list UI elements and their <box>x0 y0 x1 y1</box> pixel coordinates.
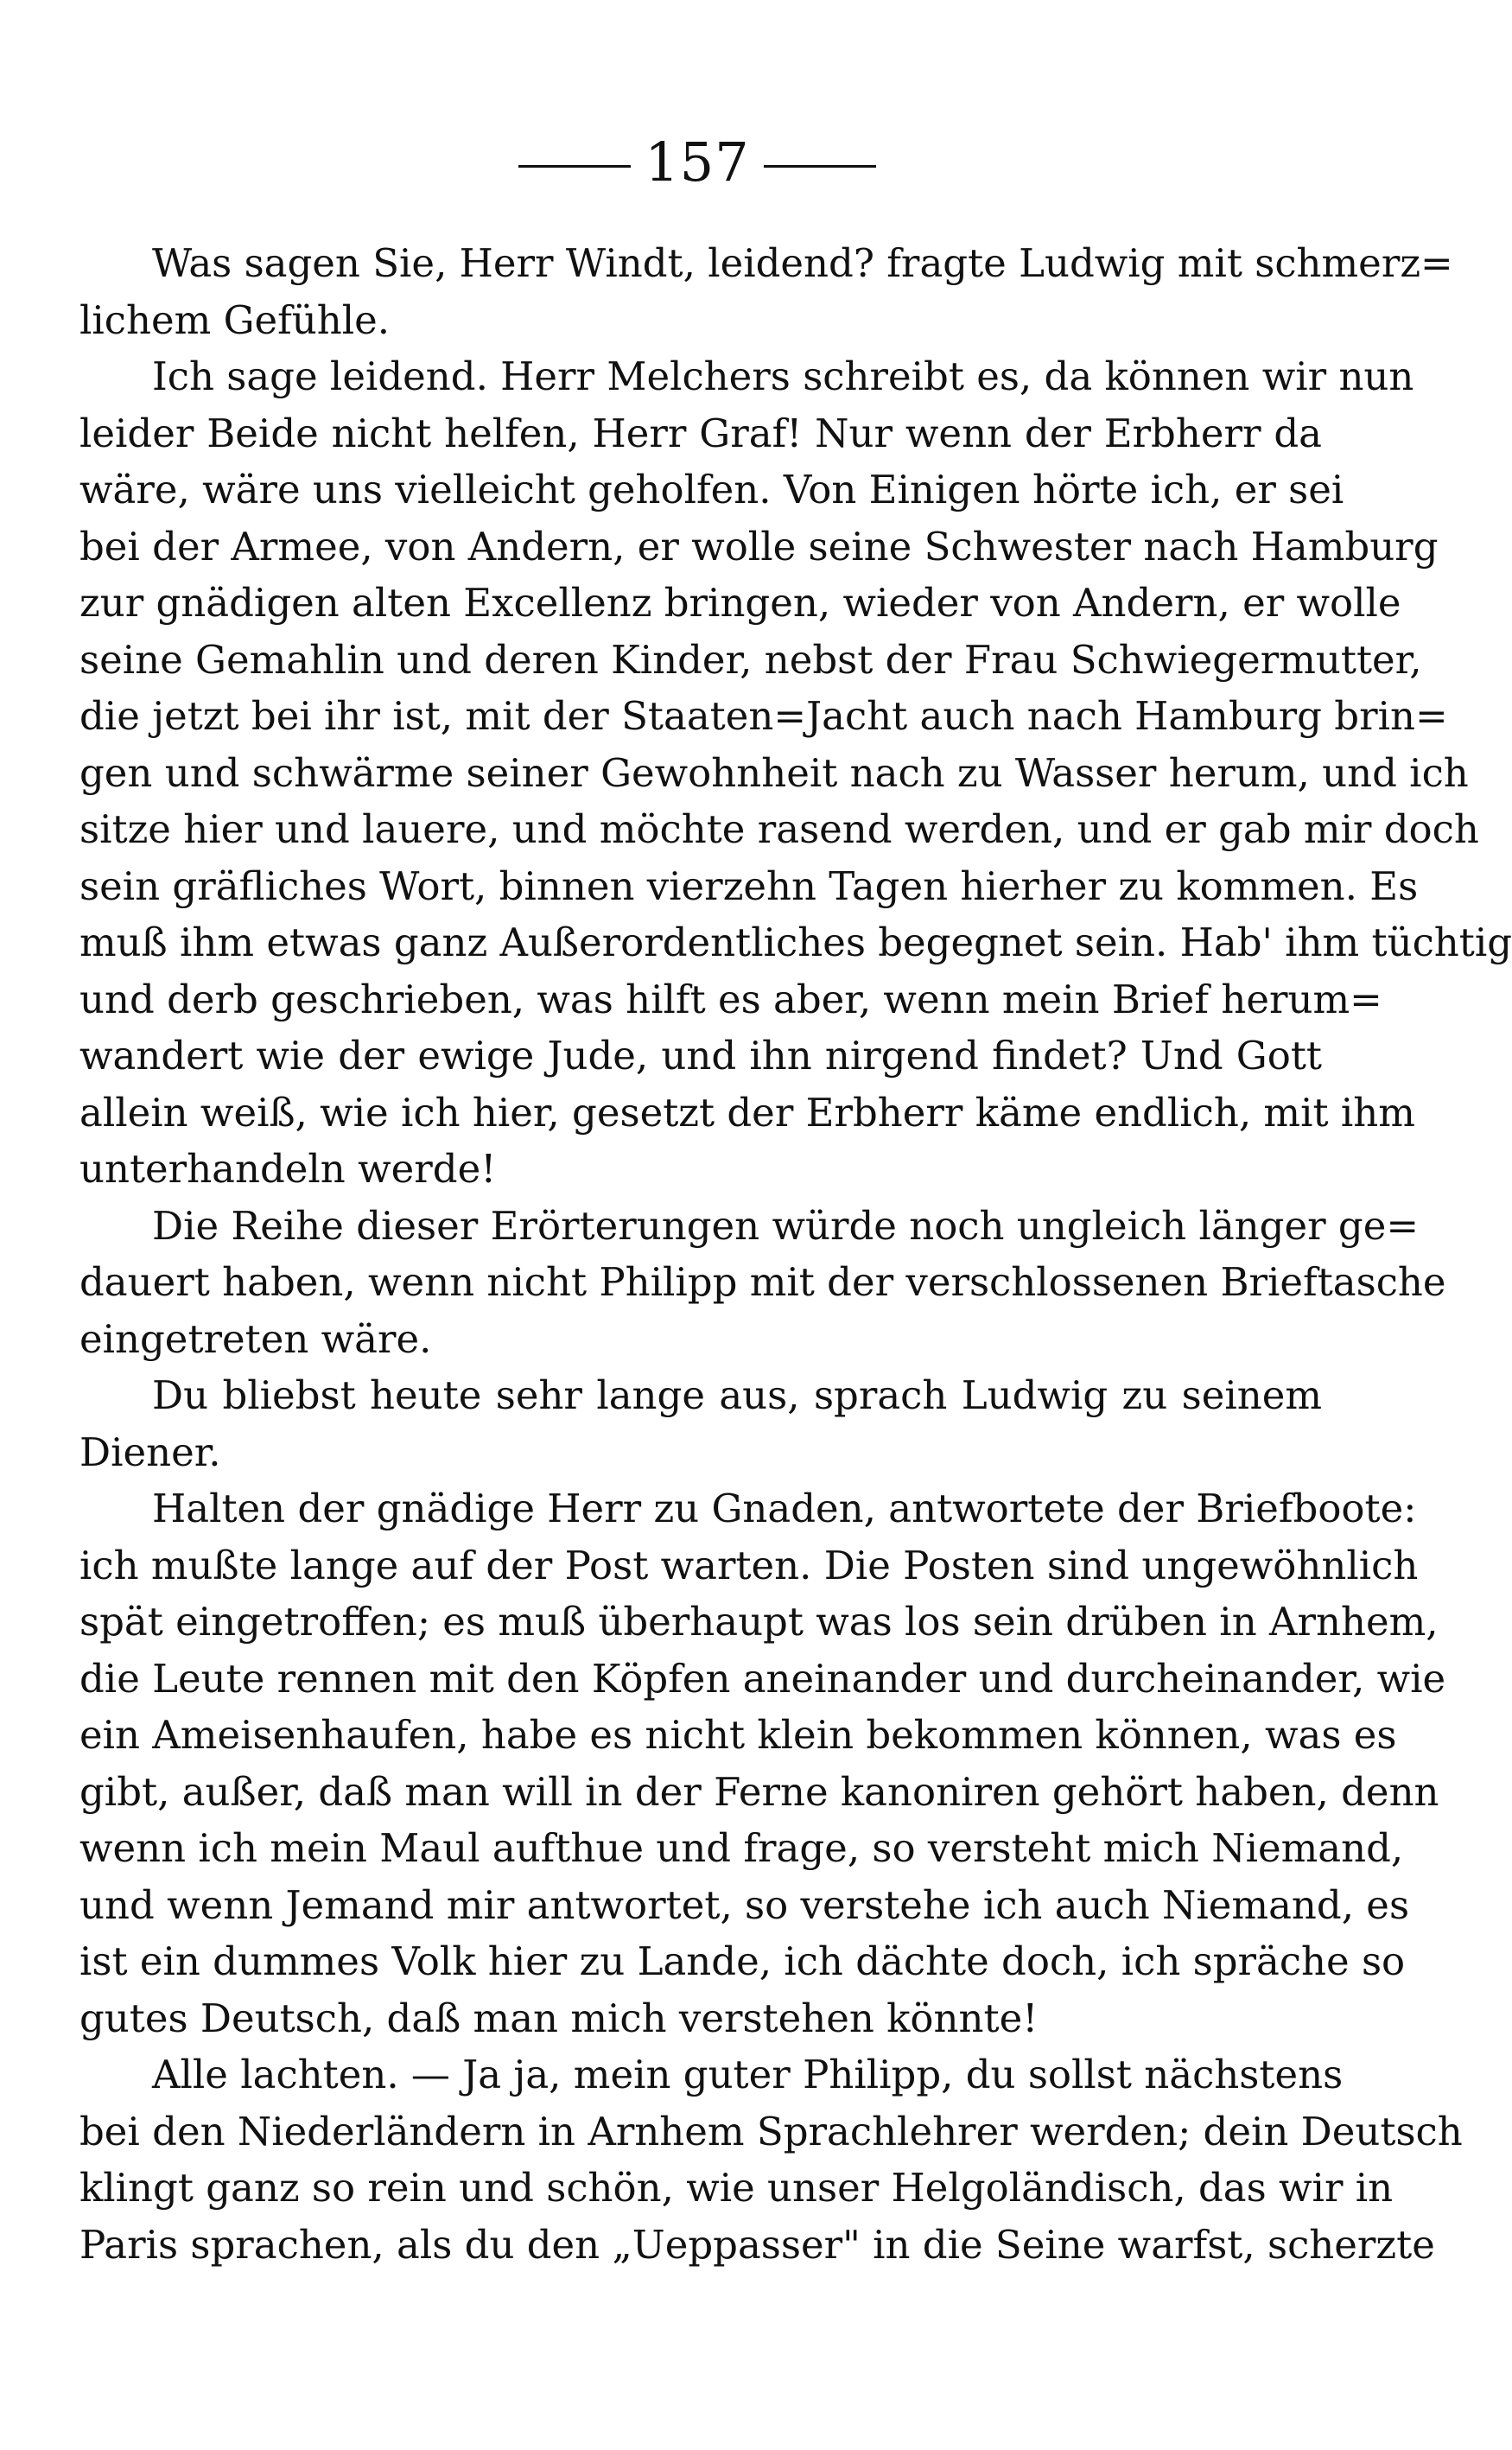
text-line: spät eingetroffen; es muß überhaupt was los sein drüben in Arnhem, <box>79 1599 1439 1645</box>
text-line: Paris sprachen, als du den „Ueppasser" in die Seine warfst, scherzte <box>79 2221 1435 2268</box>
text-line: gutes Deutsch, daß man mich verstehen könnte! <box>79 1995 1039 2041</box>
text-line: Ich sage leidend. Herr Melchers schreibt es, da können wir nun <box>152 353 1414 399</box>
page-number: 157 <box>645 130 750 194</box>
text-line: wandert wie der ewige Jude, und ihn nirgend findet? Und Gott <box>79 1033 1322 1079</box>
text-line: seine Gemahlin und deren Kinder, nebst der Frau Schwiegermutter, <box>79 636 1422 683</box>
text-line: Was sagen Sie, Herr Windt, leidend? fragte Ludwig mit schmerz= <box>152 240 1453 286</box>
page-body-text <box>79 235 1512 2273</box>
text-line: ein Ameisenhaufen, habe es nicht klein bekommen können, was es <box>79 1712 1397 1758</box>
text-line: Diener. <box>79 1429 221 1475</box>
page-header <box>0 128 1394 197</box>
text-line: Du bliebst heute sehr lange aus, sprach Ludwig zu seinem <box>152 1372 1322 1418</box>
header-rule-left <box>518 165 631 168</box>
text-line: die Leute rennen mit den Köpfen aneinander und durcheinander, wie <box>79 1655 1446 1702</box>
text-line: und derb geschrieben, was hilft es aber, wenn mein Brief herum= <box>79 976 1382 1022</box>
text-line: gen und schwärme seiner Gewohnheit nach zu Wasser herum, und ich <box>79 749 1469 796</box>
text-line: allein weiß, wie ich hier, gesetzt der Erbherr käme endlich, mit ihm <box>79 1089 1415 1136</box>
text-line: Halten der gnädige Herr zu Gnaden, antwortete der Briefboote: <box>152 1486 1417 1531</box>
text-line: Alle lachten. — Ja ja, mein guter Philipp, du sollst nächstens <box>152 2052 1344 2097</box>
text-line: dauert haben, wenn nicht Philipp mit der verschlossenen Brieftasche <box>79 1259 1446 1305</box>
header-rule-right <box>764 165 876 168</box>
text-line: sitze hier und lauere, und möchte rasend werden, und er gab mir doch <box>79 806 1479 852</box>
text-line: die jetzt bei ihr ist, mit der Staaten=Jacht auch nach Hamburg brin= <box>79 693 1448 739</box>
text-line: wäre, wäre uns vielleicht geholfen. Von Einigen hörte ich, er sei <box>79 467 1344 512</box>
text-line: sein gräfliches Wort, binnen vierzehn Tagen hierher zu kommen. Es <box>79 862 1419 909</box>
text-line: ist ein dummes Volk hier zu Lande, ich dächte doch, ich spräche so <box>79 1938 1406 1984</box>
text-line: wenn ich mein Maul aufthue und frage, so versteht mich Niemand, <box>79 1825 1404 1871</box>
text-line: zur gnädigen alten Excellenz bringen, wieder von Andern, er wolle <box>79 580 1401 626</box>
text-line: gibt, außer, daß man will in der Ferne kanoniren gehört haben, denn <box>79 1768 1439 1815</box>
text-line: unterhandeln werde! <box>79 1146 497 1192</box>
text-line: und wenn Jemand mir antwortet, so verstehe ich auch Niemand, es <box>79 1881 1410 1928</box>
text-line: klingt ganz so rein und schön, wie unser Helgoländisch, das wir in <box>79 2165 1394 2211</box>
text-line: muß ihm etwas ganz Außerordentliches begegnet sein. Hab' ihm tüchtig <box>79 920 1512 965</box>
text-line: bei den Niederländern in Arnhem Sprachlehrer werden; dein Deutsch <box>79 2108 1463 2154</box>
text-line: leider Beide nicht helfen, Herr Graf! Nur wenn der Erbherr da <box>79 410 1322 456</box>
text-line: Die Reihe dieser Erörterungen würde noch ungleich länger ge= <box>152 1202 1420 1249</box>
text-line: ich mußte lange auf der Post warten. Die Posten sind ungewöhnlich <box>79 1542 1419 1588</box>
text-line: bei der Armee, von Andern, er wolle seine Schwester nach Hamburg <box>79 523 1439 570</box>
text-line: lichem Gefühle. <box>79 296 391 343</box>
text-line: eingetreten wäre. <box>79 1315 432 1362</box>
